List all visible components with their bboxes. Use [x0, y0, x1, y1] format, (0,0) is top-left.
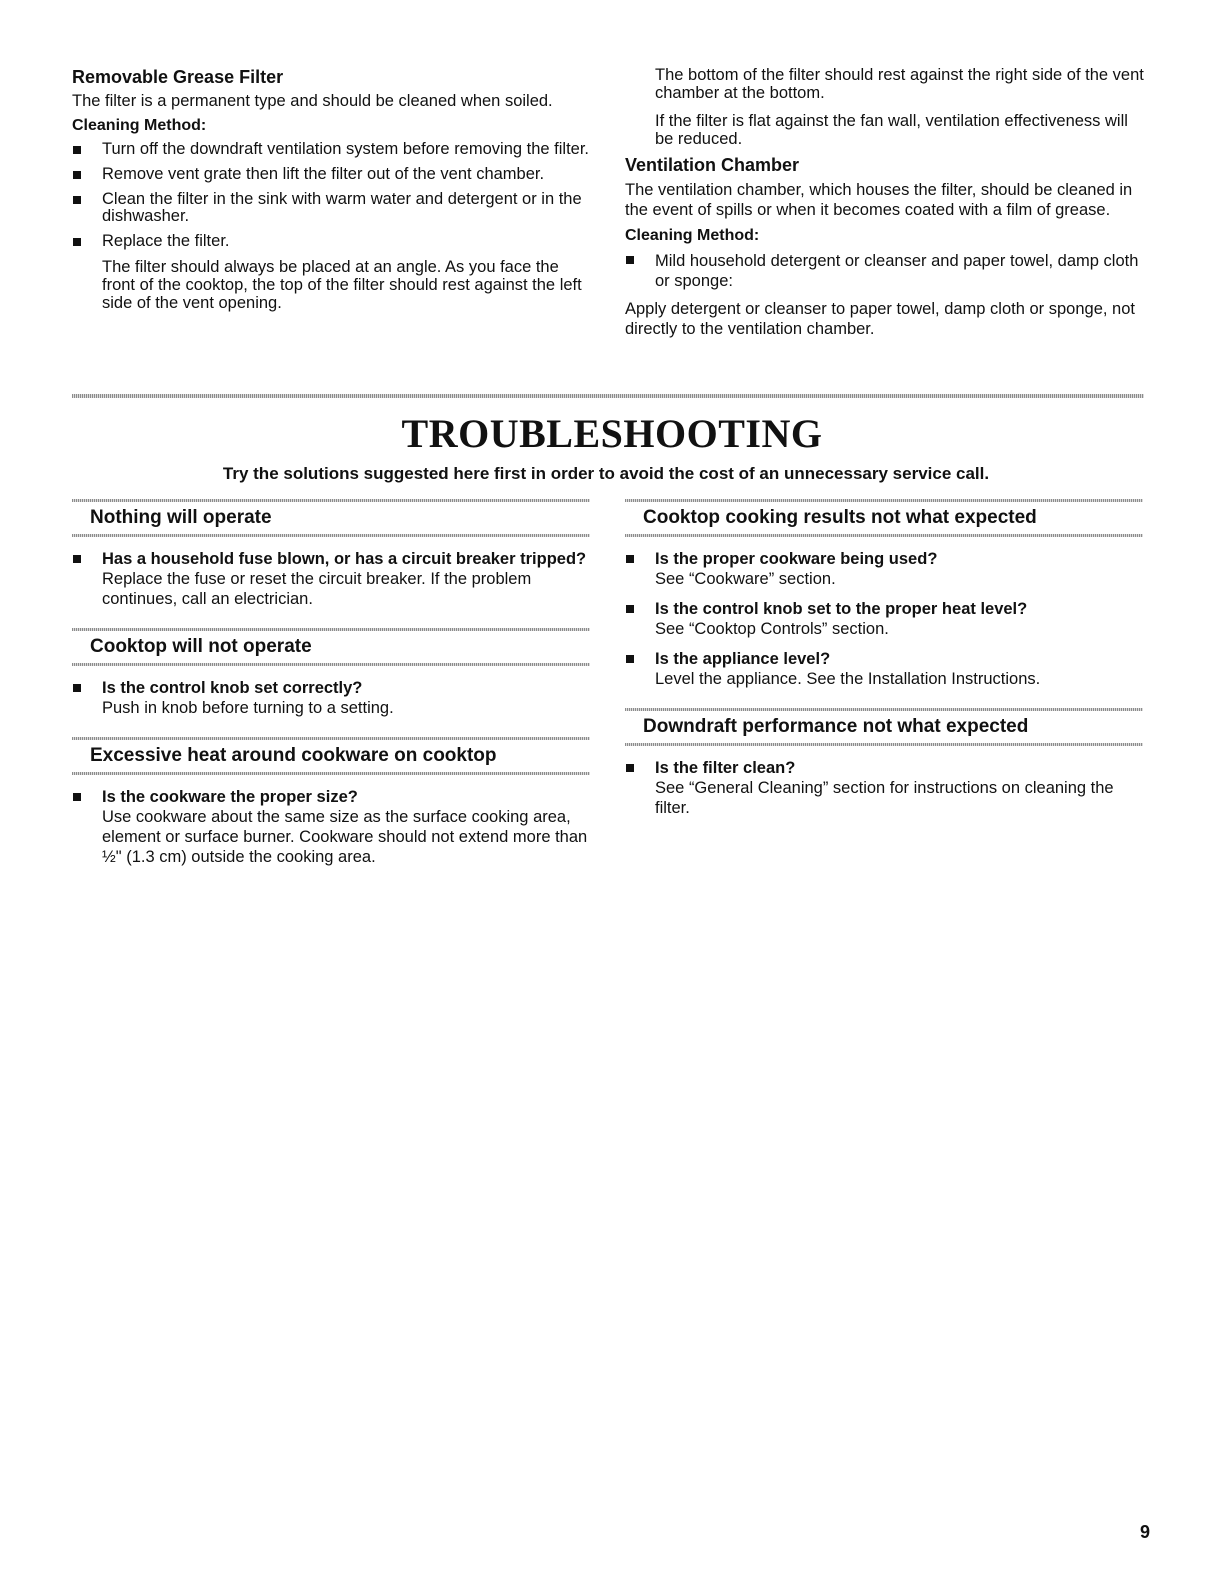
grease-filter-section	[72, 66, 592, 318]
ts-answer: See “Cookware” section.	[655, 570, 836, 588]
ventilation-chamber-steps	[625, 251, 1145, 291]
grease-filter-steps	[72, 141, 592, 250]
ts-question: Is the control knob set correctly?	[102, 679, 363, 697]
ts-question-item	[625, 649, 1143, 689]
ts-section-cooking-results	[625, 496, 1143, 689]
ts-question-item	[625, 599, 1143, 639]
ts-question-item	[625, 549, 1143, 589]
ts-question-item	[72, 787, 590, 867]
troubleshooting-right-column	[625, 496, 1143, 834]
ts-question: Is the filter clean?	[655, 759, 796, 777]
grease-filter-step: Replace the filter.	[72, 233, 592, 250]
ts-answer: Level the appliance. See the Installation Instructions.	[655, 670, 1041, 688]
ts-section-cooktop-not-operate	[72, 625, 590, 718]
right-top-column	[625, 66, 1145, 345]
ts-section-heading: Nothing will operate	[72, 496, 590, 537]
ventilation-chamber-apply: Apply detergent or cleanser to paper towel, damp cloth or sponge, not directly to the ventilation chamber.	[625, 300, 1135, 338]
ts-answer: See “General Cleaning” section for instructions on cleaning the filter.	[655, 779, 1114, 817]
grease-filter-bottom-note: The bottom of the filter should rest against the right side of the vent chamber at the bottom.	[655, 66, 1144, 102]
ts-question: Has a household fuse blown, or has a circuit breaker tripped?	[102, 550, 587, 568]
grease-filter-step: Turn off the downdraft ventilation system before removing the filter.	[72, 141, 592, 158]
ts-question-item	[625, 758, 1143, 818]
troubleshooting-left-column	[72, 496, 590, 883]
ts-section-excessive-heat	[72, 734, 590, 867]
ts-question-list	[625, 549, 1143, 689]
ts-section-downdraft	[625, 705, 1143, 818]
ts-answer: Replace the fuse or reset the circuit breaker. If the problem continues, call an electrician.	[102, 570, 532, 608]
grease-filter-intro: The filter is a permanent type and should be cleaned when soiled.	[72, 92, 553, 110]
ts-section-heading: Excessive heat around cookware on cooktop	[72, 734, 590, 775]
section-divider	[72, 394, 1144, 398]
grease-filter-step: Remove vent grate then lift the filter out of the vent chamber.	[72, 166, 592, 183]
grease-filter-title: Removable Grease Filter	[72, 67, 284, 87]
ts-question-list	[72, 787, 590, 867]
troubleshooting-intro: Try the solutions suggested here first in order to avoid the cost of an unnecessary service call.	[222, 464, 990, 483]
grease-filter-method-label: Cleaning Method:	[72, 117, 207, 134]
ts-answer: Use cookware about the same size as the surface cooking area, element or surface burner. Cookware should not extend more than ½" (1.3 cm) outside the cooking area.	[102, 808, 588, 866]
grease-filter-angle-note: The filter should always be placed at an angle. As you face the front of the cooktop, the top of the filter should rest against the left side of the vent opening.	[102, 258, 582, 312]
ts-question-list	[72, 549, 590, 609]
ventilation-chamber-intro: The ventilation chamber, which houses the filter, should be cleaned in the event of spills or when it becomes coated with a film of grease.	[625, 181, 1133, 219]
ts-question: Is the cookware the proper size?	[102, 788, 358, 806]
ventilation-chamber-title: Ventilation Chamber	[625, 155, 800, 175]
ts-question: Is the appliance level?	[655, 650, 831, 668]
ts-section-heading: Downdraft performance not what expected	[625, 705, 1143, 746]
ts-answer: See “Cooktop Controls” section.	[655, 620, 889, 638]
ventilation-chamber-step: Mild household detergent or cleanser and paper towel, damp cloth or sponge:	[625, 251, 1145, 291]
grease-filter-step: Clean the filter in the sink with warm water and detergent or in the dishwasher.	[72, 191, 592, 225]
ts-section-heading: Cooktop cooking results not what expected	[625, 496, 1143, 537]
grease-filter-flat-note: If the filter is flat against the fan wall, ventilation effectiveness will be reduced.	[655, 112, 1128, 148]
page-number: 9	[1139, 1522, 1150, 1542]
troubleshooting-title: TROUBLESHOOTING	[401, 411, 823, 456]
ts-section-heading: Cooktop will not operate	[72, 625, 590, 666]
ts-section-nothing-operates	[72, 496, 590, 609]
ts-question-item	[72, 549, 590, 609]
ts-question-list	[625, 758, 1143, 818]
ts-question: Is the proper cookware being used?	[655, 550, 938, 568]
ts-question: Is the control knob set to the proper heat level?	[655, 600, 1028, 618]
ts-answer: Push in knob before turning to a setting.	[102, 699, 394, 717]
ventilation-chamber-method-label: Cleaning Method:	[625, 227, 760, 244]
ts-question-list	[72, 678, 590, 718]
ts-question-item	[72, 678, 590, 718]
